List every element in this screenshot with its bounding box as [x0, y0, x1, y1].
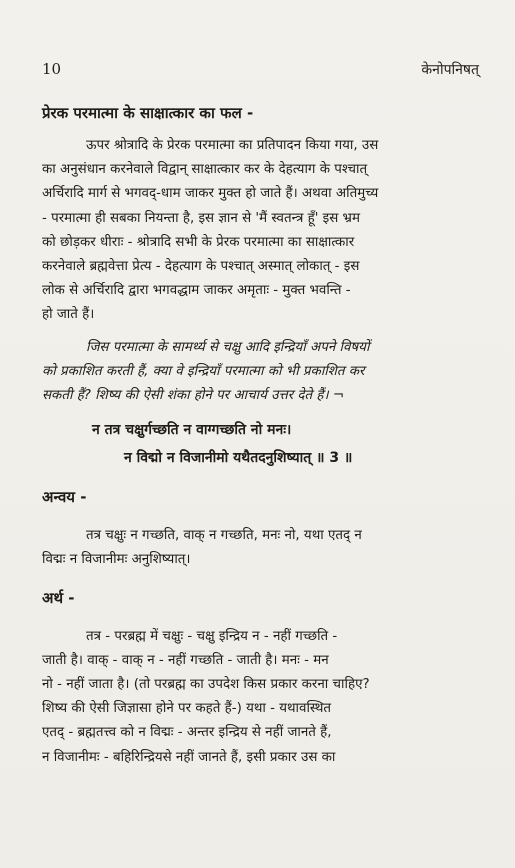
- text-line: ऊपर श्रोत्रादि के प्रेरक परमात्मा का प्रतिपादन किया गया, उस: [86, 138, 379, 153]
- text-line: करनेवाले ब्रह्मवेत्ता प्रेत्य - देहत्याग के पश्चात् अस्मात् लोकात् - इस: [42, 259, 360, 275]
- text-line: को प्रकाशित करती हैं, क्या वे इन्द्रियाँ परमात्मा को भी प्रकाशित कर: [42, 363, 365, 379]
- text-line: नो - नहीं जाता है। (तो परब्रह्म का उपदेश किस प्रकार करना चाहिए?: [42, 677, 370, 693]
- text-line: तत्र चक्षुः न गच्छति, वाक् न गच्छति, मनः नो, यथा एतद् न: [86, 528, 362, 544]
- page-number: 10: [42, 60, 62, 78]
- text-line: जाती है। वाक् - वाक् न - नहीं गच्छति - जाती है। मनः - मन: [42, 652, 329, 668]
- text-line: तत्र - परब्रह्म में चक्षुः - चक्षु इन्द्रिय न - नहीं गच्छति -: [86, 628, 338, 644]
- artha-heading: अर्थ -: [42, 588, 75, 607]
- text-line: न विजानीमः - बहिरिन्द्रियसे नहीं जानते हैं, इसी प्रकार उस का: [42, 749, 336, 765]
- verse-line: न तत्र चक्षुर्गच्छति न वाग्गच्छति नो मनः।: [92, 422, 292, 439]
- commentary-paragraph: [42, 134, 482, 328]
- text-line: विद्मः न विजानीमः अनुशिष्यात्।: [42, 552, 191, 568]
- anvaya-paragraph: [42, 524, 482, 572]
- text-line: हो जाते हैं।: [42, 307, 95, 323]
- text-line: सकती हैं? शिष्य की ऐसी शंका होने पर आचार्य उत्तर देते हैं। ¬: [42, 388, 345, 404]
- text-line: जिस परमात्मा के सामर्थ्य से चक्षु आदि इन्द्रियाँ अपने विषयों: [86, 339, 370, 355]
- text-line: शिष्य की ऐसी जिज्ञासा होने पर कहते हैं-) यथा - यथावस्थित: [42, 701, 332, 717]
- page-content: [42, 98, 482, 770]
- text-line: एतद् - ब्रह्मतत्त्व को न विद्मः - अन्तर इन्द्रिय से नहीं जानते हैं,: [42, 725, 332, 741]
- anvaya-heading: अन्वय -: [42, 488, 87, 507]
- running-title: केनोपनिषत्: [421, 62, 479, 78]
- text-line: का अनुसंधान करनेवाले विद्वान् साक्षात्कार कर के देहत्याग के पश्चात्: [42, 162, 368, 178]
- text-line: - परमात्मा ही सबका नियन्ता है, इस ज्ञान से 'मैं स्वतन्त्र हूँ' इस भ्रम: [42, 210, 360, 226]
- question-paragraph: [42, 336, 482, 409]
- verse-line: न विद्मो न विजानीमो यथैतदनुशिष्यात् ॥ 3 ॥: [124, 450, 353, 467]
- artha-paragraph: [42, 625, 482, 770]
- section-heading: प्रेरक परमात्मा के साक्षात्कार का फल -: [42, 104, 254, 122]
- text-line: लोक से अर्चिरादि द्वारा भगवद्धाम जाकर अमृताः - मुक्त भवन्ति -: [42, 283, 351, 299]
- text-line: अर्चिरादि मार्ग से भगवद्-धाम जाकर मुक्त हो जाते हैं। अथवा अतिमुच्य: [42, 186, 379, 202]
- page-header: [42, 60, 479, 86]
- text-line: को छोड़कर धीराः - श्रोत्रादि सभी के प्रेरक परमात्मा का साक्षात्कार: [42, 234, 355, 250]
- verse-block: [42, 416, 482, 472]
